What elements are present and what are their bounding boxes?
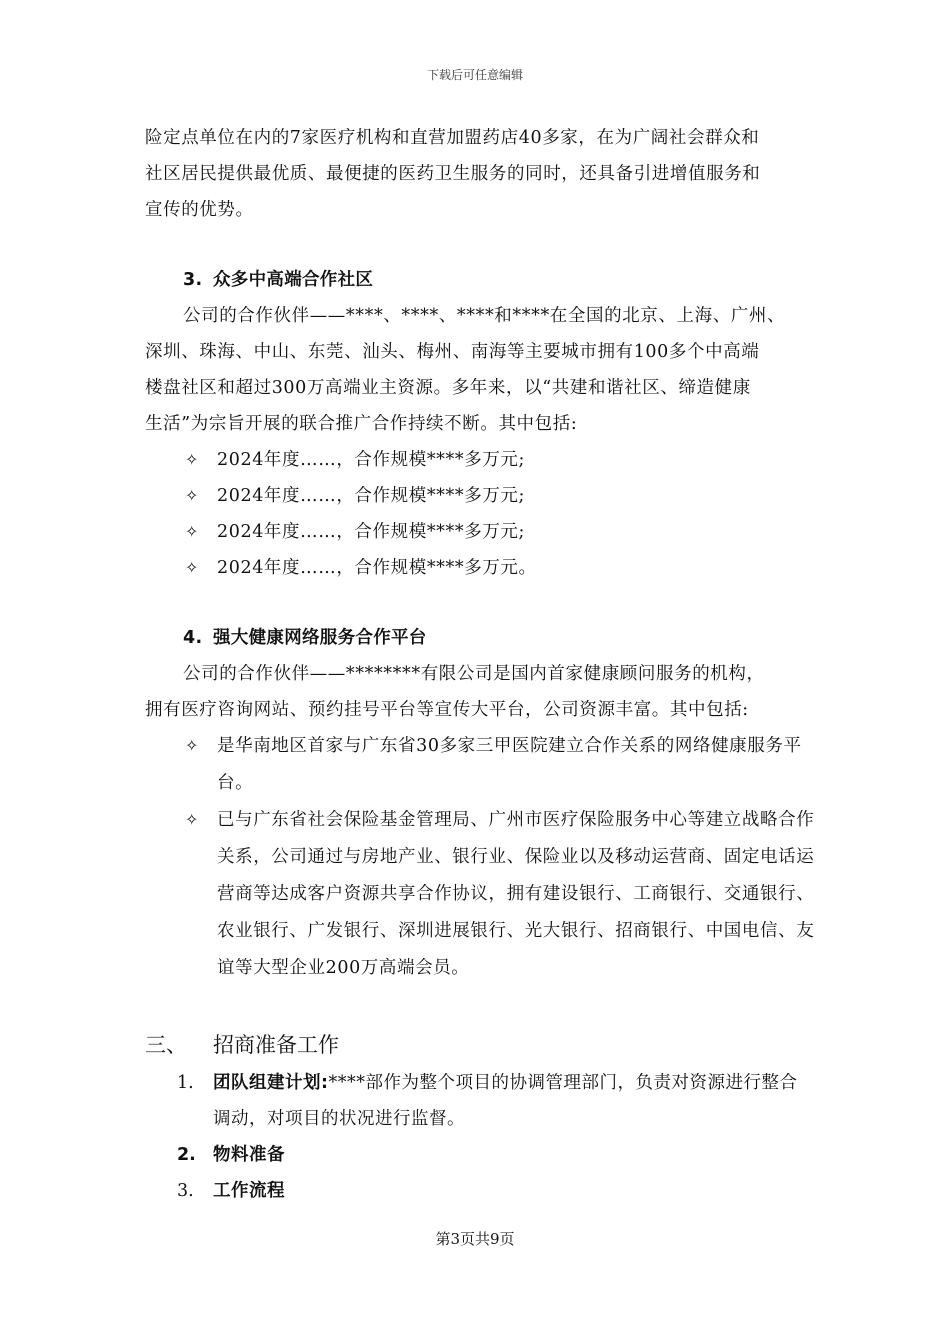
section-number: 4. [183, 628, 203, 648]
section-3-heading [183, 262, 815, 298]
list-item [185, 550, 815, 586]
intro-line: 险定点单位在内的7家医疗机构和直营加盟药店40多家，在为广阔社会群众和 [145, 128, 760, 148]
page-number: 第3页共9页 [435, 1230, 515, 1248]
section-3-line: 生活”为宗旨开展的联合推广合作持续不断。其中包括: [145, 414, 578, 434]
list-item [185, 442, 815, 478]
list-item [185, 514, 815, 550]
diamond-star-icon: ✧ [185, 450, 199, 469]
section-4-heading [183, 620, 815, 656]
item-number: 2. [177, 1145, 196, 1165]
bullet-text: 已与广东省社会保险基金管理局、广州市医疗保险服务中心等建立战略合作关系，公司通过与房地产业、银行业、保险业以及移动运营商、固定电话运营商等达成客户资源共享合作协议，拥有建设银行、工商银行、交通银行、农业银行、广发银行、深圳进展银行、光大银行、招商银行、中国电信、友谊等大型企业200万高端会员。 [217, 810, 815, 978]
chapter-title: 招商准备工作 [213, 1033, 339, 1057]
diamond-star-icon: ✧ [185, 810, 199, 829]
item-number: 3. [177, 1181, 194, 1201]
bullet-text: 2024年度……，合作规模****多万元。 [217, 558, 537, 578]
document-body [145, 120, 815, 1209]
item-label: 物料准备 [213, 1145, 285, 1165]
bullet-text: 是华南地区首家与广东省30多家三甲医院建立合作关系的网络健康服务平台。 [217, 736, 802, 793]
list-item [185, 478, 815, 514]
chapter-3-heading [145, 1025, 815, 1065]
diamond-star-icon: ✧ [185, 736, 199, 755]
numbered-item [177, 1065, 815, 1137]
section-title: 强大健康网络服务合作平台 [213, 628, 427, 648]
section-title: 众多中高端合作社区 [213, 270, 374, 290]
bullet-text: 2024年度……，合作规模****多万元; [217, 522, 526, 542]
item-label: 工作流程 [213, 1181, 285, 1201]
section-3-line: 公司的合作伙伴——****、****、****和****在全国的北京、上海、广州、 [183, 306, 786, 326]
section-number: 3. [183, 270, 203, 290]
item-number: 1. [177, 1073, 194, 1093]
diamond-star-icon: ✧ [185, 558, 199, 577]
bullet-text: 2024年度……，合作规模****多万元; [217, 450, 526, 470]
section-3-line: 楼盘社区和超过300万高端业主资源。多年来，以“共建和谐社区、缔造健康 [145, 378, 751, 398]
numbered-item [177, 1173, 815, 1209]
item-body: ****部作为整个项目的协调管理部门，负责对资源进行整合调动，对项目的状况进行监督。 [213, 1073, 798, 1129]
bullet-text: 2024年度……，合作规模****多万元; [217, 486, 526, 506]
page-header: 下载后可任意编辑 [426, 68, 523, 82]
intro-line: 宣传的优势。 [145, 200, 254, 220]
item-label: 团队组建计划: [213, 1073, 329, 1093]
item-text [213, 1065, 815, 1137]
chapter-number: 三、 [145, 1033, 187, 1057]
intro-line: 社区居民提供最优质、最便捷的医药卫生服务的同时，还具备引进增值服务和 [145, 164, 761, 184]
diamond-star-icon: ✧ [185, 486, 199, 505]
section-4-line: 拥有医疗咨询网站、预约挂号平台等宣传大平台，公司资源丰富。其中包括: [145, 700, 749, 720]
diamond-star-icon: ✧ [185, 522, 199, 541]
section-4-line: 公司的合作伙伴——********有限公司是国内首家健康顾问服务的机构， [183, 664, 765, 684]
list-item [185, 728, 815, 802]
section-3-line: 深圳、珠海、中山、东莞、汕头、梅州、南海等主要城市拥有100多个中高端 [145, 342, 760, 362]
list-item [185, 802, 815, 987]
numbered-item [177, 1137, 815, 1173]
